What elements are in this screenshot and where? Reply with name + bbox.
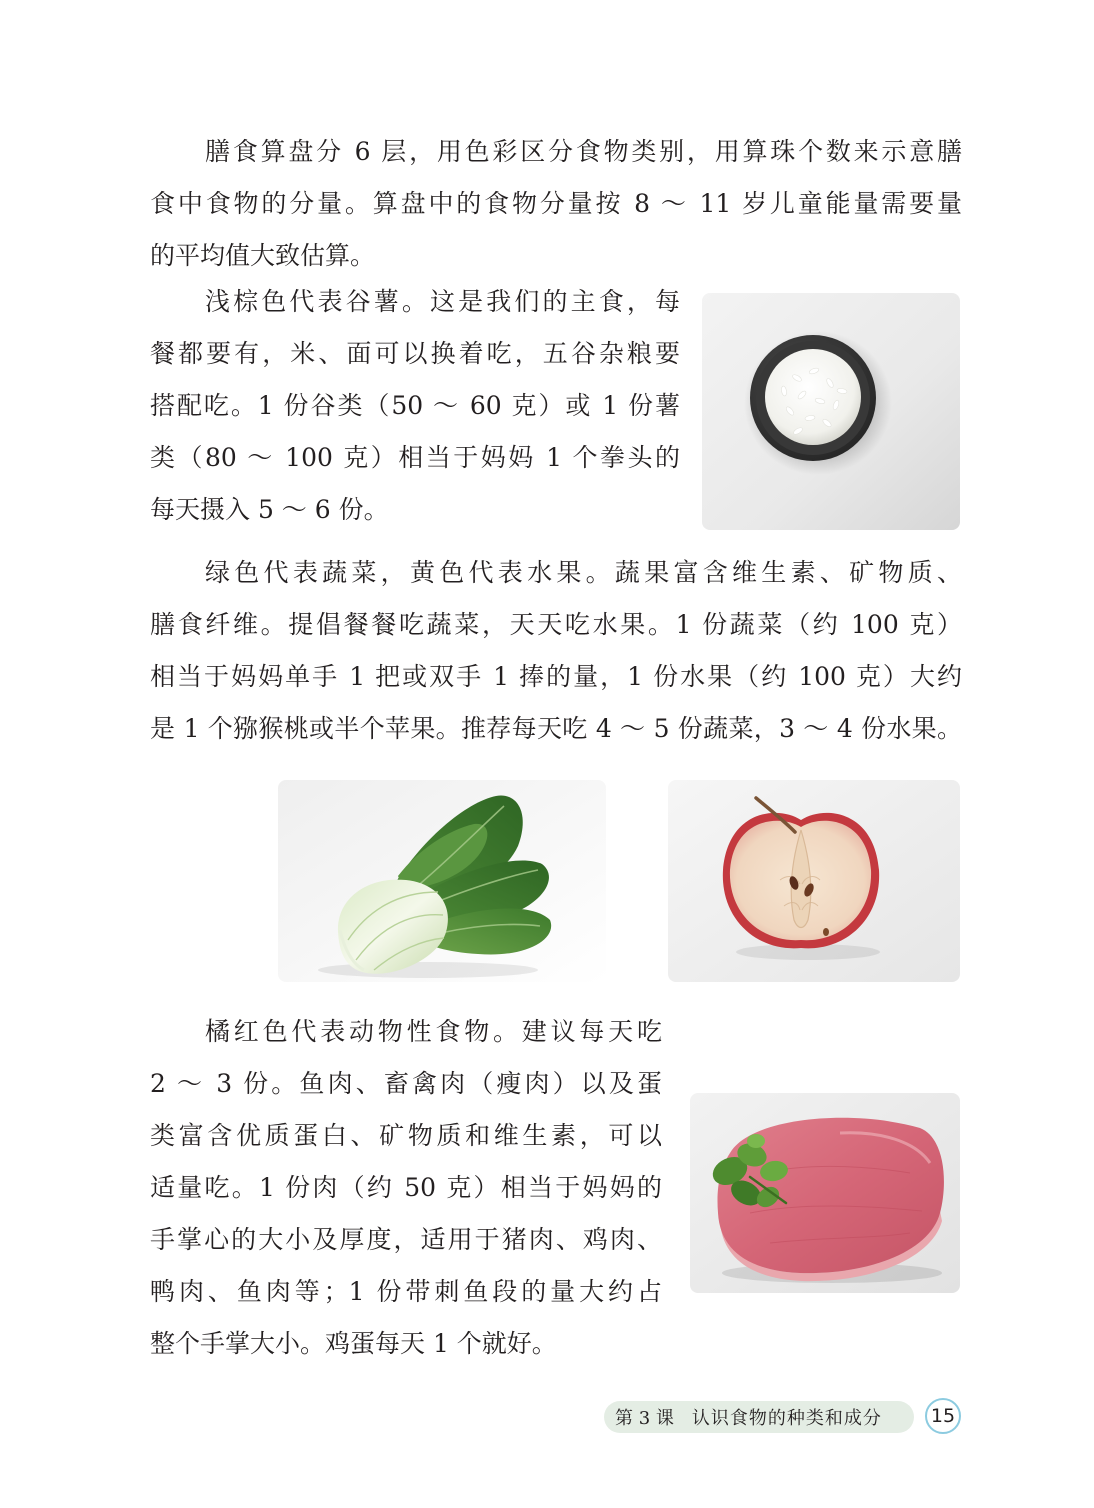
paragraph-line: 类富含优质蛋白、矿物质和维生素，可以	[150, 1121, 662, 1150]
paragraph-line: 绿色代表蔬菜，黄色代表水果。蔬果富含维生素、矿物质、	[205, 558, 962, 587]
lesson-number: 第 3 课	[615, 1408, 674, 1429]
paragraph-line: 膳食算盘分 6 层，用色彩区分食物类别，用算珠个数来示意膳	[205, 137, 962, 166]
paragraph-line: 每天摄入 5 ～ 6 份。	[150, 495, 389, 524]
rice-bowl-photo	[702, 293, 960, 530]
paragraph-line: 整个手掌大小。鸡蛋每天 1 个就好。	[150, 1329, 557, 1358]
paragraph-line: 的平均值大致估算。	[150, 241, 376, 270]
lesson-title: 认识食物的种类和成分	[691, 1408, 882, 1429]
paragraph-line: 搭配吃。1 份谷类（50 ～ 60 克）或 1 份薯	[150, 391, 680, 420]
page-number: 15	[925, 1398, 961, 1434]
paragraph-vegetables-fruits	[150, 547, 962, 755]
lesson-footer	[604, 1401, 914, 1433]
paragraph-line: 2 ～ 3 份。鱼肉、畜禽肉（瘦肉）以及蛋	[150, 1069, 662, 1098]
bok-choy-photo	[278, 780, 606, 982]
paragraph-grains	[150, 276, 680, 536]
paragraph-line: 类（80 ～ 100 克）相当于妈妈 1 个拳头的	[150, 443, 680, 472]
meat-slice-photo	[690, 1093, 960, 1293]
paragraph-line: 适量吃。1 份肉（约 50 克）相当于妈妈的	[150, 1173, 662, 1202]
apple-half-photo	[668, 780, 960, 982]
paragraph-line: 鸭肉、鱼肉等；1 份带刺鱼段的量大约占	[150, 1277, 662, 1306]
paragraph-line: 手掌心的大小及厚度，适用于猪肉、鸡肉、	[150, 1225, 662, 1254]
paragraph-abacus-intro	[150, 126, 962, 282]
paragraph-line: 食中食物的分量。算盘中的食物分量按 8 ～ 11 岁儿童能量需要量	[150, 189, 962, 218]
paragraph-line: 餐都要有，米、面可以换着吃，五谷杂粮要	[150, 339, 680, 368]
paragraph-line: 橘红色代表动物性食物。建议每天吃	[205, 1017, 662, 1046]
paragraph-line: 是 1 个猕猴桃或半个苹果。推荐每天吃 4 ～ 5 份蔬菜，3 ～ 4 份水果。	[150, 714, 962, 743]
paragraph-animal-foods	[150, 1006, 662, 1370]
paragraph-line: 浅棕色代表谷薯。这是我们的主食，每	[205, 287, 680, 316]
paragraph-line: 相当于妈妈单手 1 把或双手 1 捧的量，1 份水果（约 100 克）大约	[150, 662, 962, 691]
paragraph-line: 膳食纤维。提倡餐餐吃蔬菜，天天吃水果。1 份蔬菜（约 100 克）	[150, 610, 962, 639]
